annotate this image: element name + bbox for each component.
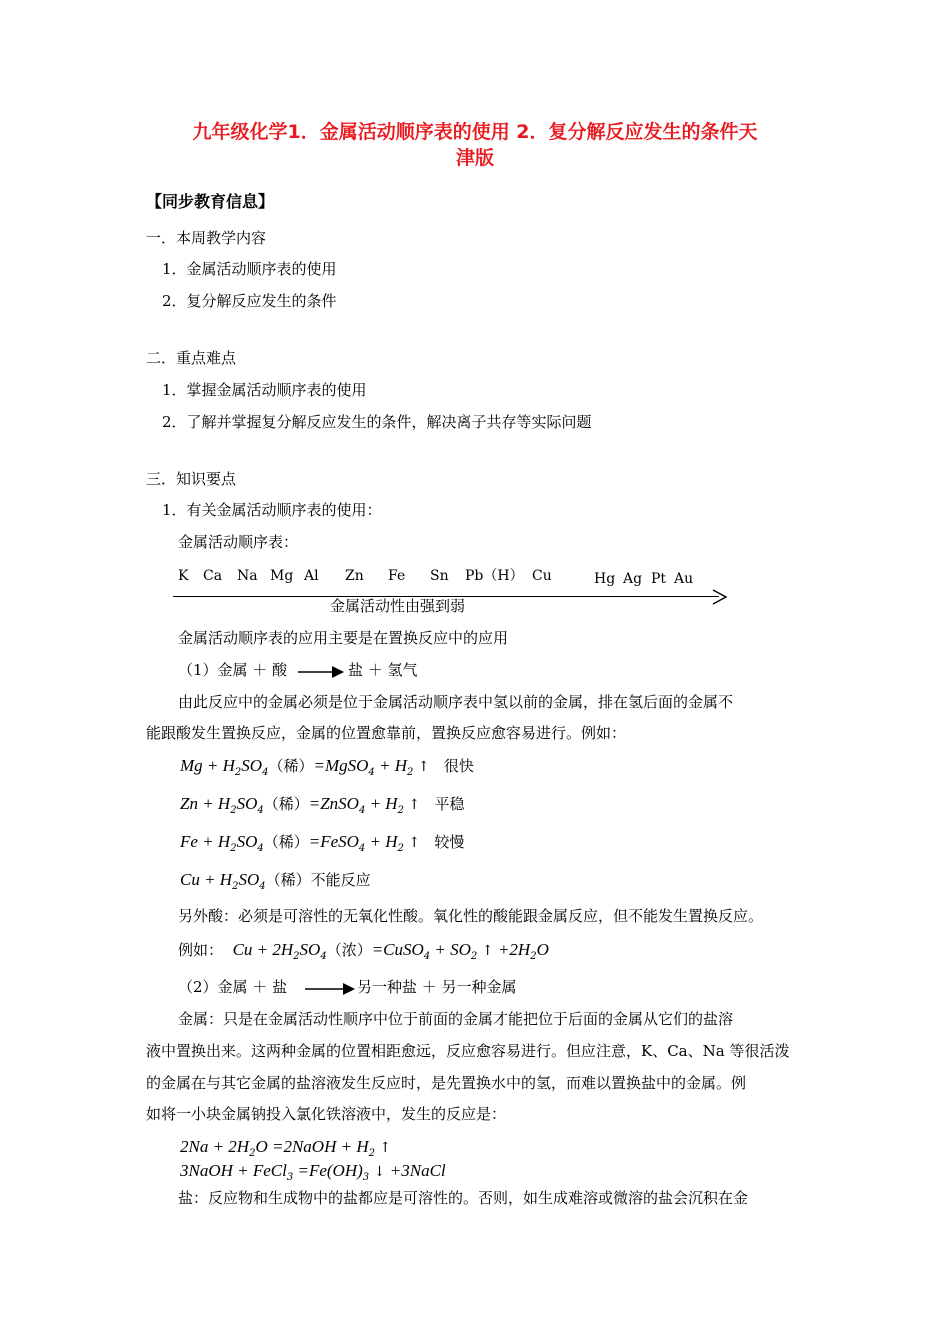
equation-fe: $Fe + H_2SO_4$（稀）=FeSO$_4$ + $H_2$ ↑ 较慢 bbox=[180, 832, 465, 854]
para3-line2: 液中置换出来。这两种金属的位置相距愈远，反应愈容易进行。但应注意，K、Ca、Na 等很活泼 bbox=[146, 1042, 790, 1060]
rule2-right: 另一种盐 ＋ 另一种金属 bbox=[357, 978, 517, 996]
para3-line3: 的金属在与其它金属的盐溶液发生反应时，是先置换水中的氢，而难以置换盐中的金属。例 bbox=[146, 1074, 747, 1092]
metal-pt: Pt bbox=[651, 571, 667, 587]
part2-item-2: 2．了解并掌握复分解反应发生的条件，解决离子共存等实际问题 bbox=[162, 413, 592, 431]
para1-line2: 能跟酸发生置换反应，金属的位置愈靠前，置换反应愈容易进行。例如： bbox=[146, 724, 627, 742]
metal-al: Al bbox=[304, 568, 319, 584]
part3-item-1: 1．有关金属活动顺序表的使用： bbox=[162, 501, 382, 519]
part1-heading: 一．本周教学内容 bbox=[146, 229, 267, 247]
metal-zn: Zn bbox=[345, 568, 364, 584]
para1-line1: 由此反应中的金属必须是位于金属活动顺序表中氢以前的金属，排在氢后面的金属不 bbox=[178, 693, 734, 711]
rule2-left: （2）金属 ＋ 盐 bbox=[178, 978, 288, 996]
equation-zn: $Zn + H_2SO_4$（稀）=ZnSO$_4$ + $H_2$ ↑ 平稳 bbox=[180, 794, 465, 816]
equation-mg: $Mg + H_2SO_4$（稀）=MgSO$_4$ + $H_2$ ↑ 很快 bbox=[180, 756, 474, 778]
equation-cu: $Cu + H_2SO_4$（稀）不能反应 bbox=[180, 870, 371, 892]
section-header: 【同步教育信息】 bbox=[146, 192, 275, 211]
metal-mg: Mg bbox=[270, 568, 294, 584]
page-title-line1: 九年级化学1．金属活动顺序表的使用 2．复分解反应发生的条件天 bbox=[192, 121, 758, 143]
part3-heading: 三．知识要点 bbox=[146, 470, 237, 488]
para3-line1: 金属：只是在金属活动性顺序中位于前面的金属才能把位于后面的金属从它们的盐溶 bbox=[178, 1010, 734, 1028]
equation-na-water: $2Na + 2H_2O$ =2NaOH + $H_2$ ↑ bbox=[180, 1137, 392, 1159]
activity-table-label: 金属活动顺序表： bbox=[178, 533, 299, 551]
page-title-line2: 津版 bbox=[455, 147, 494, 169]
part2-item-1: 1．掌握金属活动顺序表的使用 bbox=[162, 381, 367, 399]
metal-ag: Ag bbox=[623, 571, 643, 587]
part1-item-2: 2．复分解反应发生的条件 bbox=[162, 292, 337, 310]
metal-k: K bbox=[178, 568, 189, 584]
metal-au: Au bbox=[674, 571, 694, 587]
metal-cu: Cu bbox=[532, 568, 552, 584]
equation-fecl3: 3NaOH + FeCl$_3$ $=Fe(OH)_3$ ↓ +3NaCl bbox=[180, 1161, 446, 1183]
application-text: 金属活动顺序表的应用主要是在置换反应中的应用 bbox=[178, 629, 509, 647]
metal-pb-h: Pb（H） bbox=[465, 568, 524, 584]
rule1-right: 盐 ＋ 氢气 bbox=[348, 661, 418, 679]
para4: 盐：反应物和生成物中的盐都应是可溶性的。否则，如生成难溶或微溶的盐会沉积在金 bbox=[178, 1189, 749, 1207]
para2: 另外酸：必须是可溶性的无氧化性酸。氧化性的酸能跟金属反应，但不能发生置换反应。 bbox=[178, 907, 764, 925]
part2-heading: 二．重点难点 bbox=[146, 349, 237, 367]
metal-na: Na bbox=[237, 568, 258, 584]
metal-ca: Ca bbox=[203, 568, 223, 584]
metal-fe: Fe bbox=[388, 568, 406, 584]
rule2-arrow-icon bbox=[305, 980, 357, 1000]
rule1-arrow-icon bbox=[298, 663, 346, 683]
part1-item-1: 1．金属活动顺序表的使用 bbox=[162, 260, 337, 278]
para3-line4: 如将一小块金属钠投入氯化铁溶液中，发生的反应是： bbox=[146, 1105, 507, 1123]
arrow-caption: 金属活动性由强到弱 bbox=[330, 597, 466, 615]
metal-hg: Hg bbox=[594, 571, 616, 587]
equation-cu-conc: 例如： $Cu + 2H_2SO_4$（浓）=CuSO$_4$ + $SO_2$ ↑ $+2H_2O$ bbox=[178, 940, 549, 962]
metal-sn: Sn bbox=[430, 568, 449, 584]
rule1-left: （1）金属 ＋ 酸 bbox=[178, 661, 288, 679]
